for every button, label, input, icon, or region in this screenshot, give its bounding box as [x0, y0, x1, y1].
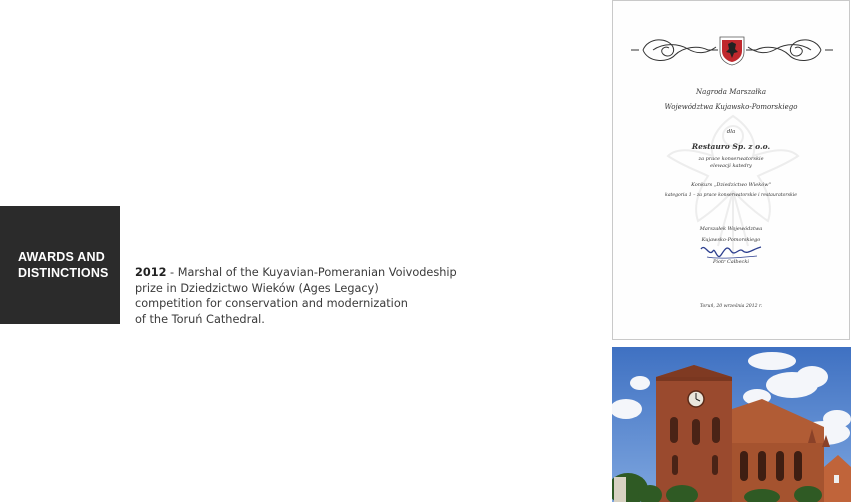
diploma-signer-title1: Marszałek Województwa — [699, 226, 763, 232]
award-diploma-image — [612, 0, 850, 340]
diploma-ornament — [613, 29, 850, 71]
diploma-reason2: elewacji katedry — [710, 163, 752, 169]
diploma-heading1: Nagroda Marszałka — [695, 88, 767, 96]
award-line1 — [135, 265, 465, 281]
diploma-signer-name: Piotr Całbecki — [713, 259, 749, 265]
award-line3: competition for conservation and modernization — [135, 297, 408, 310]
cathedral-photo — [612, 347, 851, 502]
crest-icon — [719, 36, 745, 66]
diploma-reason1: za prace konserwatorskie — [698, 156, 764, 162]
diploma-heading2: Województwa Kujawsko-Pomorskiego — [664, 103, 798, 111]
award-line2: prize in Dziedzictwo Wieków (Ages Legacy) — [135, 281, 379, 295]
diploma-category: kategoria 1 – za prace konserwatorskie i restauratorskie — [665, 193, 797, 198]
award-line1-text: - Marshal of the Kuyavian-Pomeranian Voivodeship — [166, 266, 457, 279]
diploma-for-label: dla — [726, 129, 736, 135]
award-line4: of the Toruń Cathedral. — [135, 312, 265, 326]
section-title-line2: DISTINCTIONS — [18, 266, 109, 280]
section-label — [0, 206, 120, 324]
diploma-place-date: Toruń, 20 września 2012 r. — [699, 304, 763, 309]
diploma-contest: Konkurs „Dziedzictwo Wieków" — [691, 182, 771, 188]
section-title-line1: AWARDS AND — [18, 250, 105, 264]
diploma-recipient: Restauro Sp. z o.o. — [691, 142, 771, 151]
award-description — [135, 265, 465, 327]
award-year: 2012 — [135, 266, 167, 279]
diploma-signer-title2: Kujawsko-Pomorskiego — [701, 237, 761, 243]
